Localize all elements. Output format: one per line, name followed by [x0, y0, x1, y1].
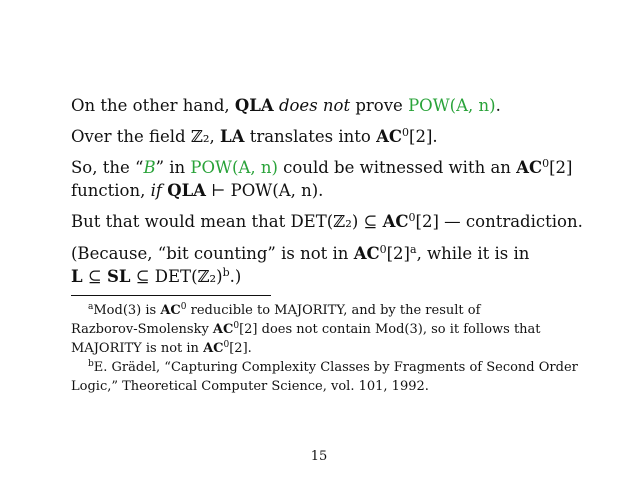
- superscript: 0: [379, 243, 387, 256]
- text: But that would mean that DET(ℤ₂) ⊆: [71, 212, 383, 231]
- superscript: 0: [402, 126, 410, 139]
- superscript: 0: [180, 302, 187, 312]
- ac-term: AC: [160, 303, 181, 318]
- ac-term: AC: [516, 158, 543, 177]
- paragraph-because-line1: [71, 243, 591, 265]
- text: [2] does not contain Mod(3), so it follows that: [239, 322, 541, 337]
- text: MAJORITY is not in: [71, 341, 204, 356]
- text: reducible to MAJORITY, and by the result of: [186, 303, 481, 318]
- text: [2]: [549, 158, 573, 177]
- text: [2]: [386, 244, 410, 263]
- text: could be witnessed with an: [277, 158, 517, 177]
- text: prove: [350, 96, 409, 115]
- text: Mod(3) is: [93, 303, 161, 318]
- footnote-a-line2: [71, 321, 611, 339]
- footnote-marker: a: [88, 302, 94, 312]
- text: On the other hand,: [71, 96, 235, 115]
- text: Razborov-Smolensky: [71, 322, 213, 337]
- ac-term: AC: [212, 322, 234, 337]
- text: Logic,” Theoretical Computer Science, vol. 101, 1992.: [71, 379, 429, 394]
- superscript: 0: [223, 340, 230, 350]
- superscript: 0: [408, 211, 416, 224]
- footnote-a-line1: [88, 302, 628, 320]
- text: translates into: [244, 127, 377, 146]
- text: Over the field: [71, 127, 191, 146]
- paragraph-witness-line1: [71, 157, 591, 179]
- footnote-a-line3: [71, 340, 611, 358]
- text: , while it is in: [416, 244, 530, 263]
- text: ,: [209, 127, 221, 146]
- text: function,: [71, 181, 151, 200]
- z2-symbol: ℤ₂: [190, 127, 210, 146]
- superscript: 0: [542, 157, 550, 170]
- text: [2].: [229, 341, 252, 356]
- page-number: 15: [310, 449, 328, 464]
- text: .: [495, 96, 501, 115]
- paragraph-because-line2: [71, 266, 591, 288]
- superscript: 0: [233, 321, 240, 331]
- text: [2] — contradiction.: [415, 212, 583, 231]
- ac-term: AC: [382, 212, 409, 231]
- emphasis-does-not: does not: [278, 96, 351, 115]
- qla-term: QLA: [167, 181, 206, 200]
- text: So, the “: [71, 158, 144, 177]
- paragraph-contradiction: [71, 211, 591, 233]
- paragraph-field-z2: [71, 126, 591, 148]
- sl-term: SL: [106, 267, 131, 286]
- text: ” in: [155, 158, 191, 177]
- footnote-marker-a: a: [410, 243, 417, 256]
- ac-term: AC: [376, 127, 403, 146]
- text: ⊆: [82, 267, 107, 286]
- ac-term: AC: [353, 244, 380, 263]
- text: ⊆ DET(ℤ₂): [130, 267, 223, 286]
- text: ⊢ POW(A, n).: [205, 181, 324, 200]
- pow-term: POW(A, n): [408, 96, 496, 115]
- emphasis-if: if: [150, 181, 162, 200]
- qla-term: QLA: [234, 96, 274, 115]
- text: [2].: [409, 127, 438, 146]
- l-term: L: [71, 267, 83, 286]
- pow-term: POW(A, n): [190, 158, 278, 177]
- la-term: LA: [220, 127, 245, 146]
- ac-term: AC: [203, 341, 224, 356]
- footnote-divider: [71, 295, 271, 296]
- footnote-b-line1: [88, 359, 628, 377]
- footnote-marker-b: b: [222, 266, 230, 279]
- text: .): [229, 267, 242, 286]
- footnote-marker: b: [88, 359, 94, 369]
- text: (Because, “bit counting” is not in: [71, 244, 354, 263]
- paragraph-qla-pow: [71, 95, 591, 117]
- text: E. Grädel, “Capturing Complexity Classes by Fragments of Second Order: [93, 360, 578, 375]
- paragraph-witness-line2: [71, 180, 591, 202]
- footnote-b-line2: [71, 378, 611, 396]
- variable-b: B: [143, 158, 156, 177]
